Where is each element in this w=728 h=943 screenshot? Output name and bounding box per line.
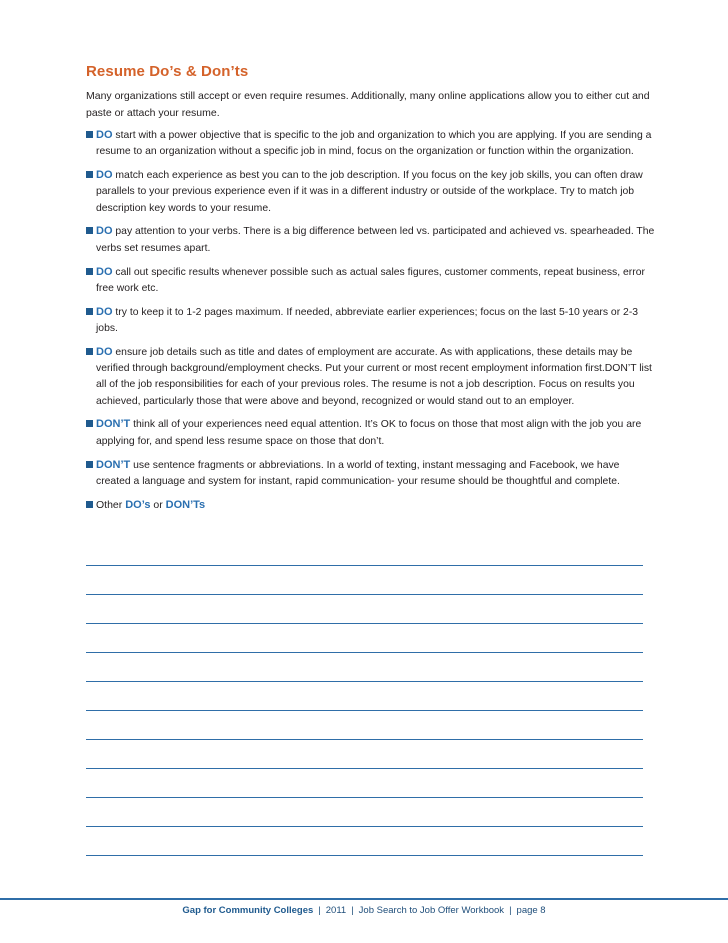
writing-line [86,681,643,710]
item-text: ensure job details such as title and dates of employment are accurate. As with applications, these details may be verified through background/employment checks. Put your current or most recent employment information first.DON’T list all of the job responsibilities for each of your previous roles. The resume is not a job description. Focus on results you achieved, particularly those that were above and beyond, recognized or would stand out to an employer. [96,346,652,407]
dos-donts-list [86,127,656,519]
writing-line [86,594,643,623]
square-bullet-icon [86,308,93,315]
square-bullet-icon [86,171,93,178]
writing-line [86,710,643,739]
keyword-dos: DO’s [125,498,151,511]
item-text: pay attention to your verbs. There is a big difference between led vs. participated and achieved vs. spearheaded. The verbs set resumes apart. [96,226,655,254]
item-text: start with a power objective that is specific to the job and organization to which you are applying. If you are sending a resume to an organization without a specific job in mind, focus on the organization or function within the organization. [96,130,652,158]
list-item [86,167,656,217]
writing-line [86,623,643,652]
keyword-dont: DON’T [96,418,131,431]
square-bullet-icon [86,461,93,468]
item-text: use sentence fragments or abbreviations. In a world of texting, instant messaging and Facebook, we have created a language and system for instant, rapid communication- your resume should be thoughtful and complete. [96,459,620,487]
writing-line [86,565,643,594]
list-item [86,344,656,410]
writing-line [86,739,643,768]
keyword-do: DO [96,129,113,141]
keyword-donts: DON’Ts [165,498,206,511]
square-bullet-icon [86,348,93,355]
keyword-dont: DON’T [96,458,131,471]
page-footer [0,905,728,916]
writing-line [86,855,643,884]
square-bullet-icon [86,227,93,234]
keyword-do: DO [96,169,113,182]
footer-org: Gap for Community Colleges [182,905,314,916]
list-item [86,264,656,298]
list-item [86,127,656,161]
writing-line [86,826,643,855]
list-item [86,416,656,450]
footer-workbook: Job Search to Job Offer Workbook [358,905,505,916]
list-item-other [86,497,656,513]
item-text: call out specific results whenever possible such as actual sales figures, customer comments, repeat business, error free work etc. [96,266,645,294]
other-prefix: Other [96,498,126,511]
keyword-do: DO [96,305,113,318]
footer-separator: | [509,905,512,916]
list-item [86,304,656,338]
writing-line [86,797,643,826]
footer-page-number: page 8 [516,905,546,916]
writing-line [86,768,643,797]
footer-separator: | [318,905,321,916]
item-text: think all of your experiences need equal attention. It’s OK to focus on those that most align with the job you are applying for, and spend less resume space on those that don’t. [96,419,642,447]
item-text: try to keep it to 1-2 pages maximum. If needed, abbreviate earlier experiences; focus on the last 5-10 years or 2-3 jobs. [96,306,639,334]
other-mid: or [150,498,166,511]
page-title: Resume Do’s & Don’ts [86,63,249,80]
list-item [86,223,656,257]
keyword-do: DO [96,225,113,238]
list-item [86,457,656,491]
square-bullet-icon [86,420,93,427]
footer-separator: | [351,905,354,916]
square-bullet-icon [86,501,93,508]
writing-line [86,652,643,681]
footer-year: 2011 [325,905,347,916]
footer-divider [0,898,728,900]
keyword-do: DO [96,265,113,278]
item-text: match each experience as best you can to the job description. If you focus on the key job skills, you can often draw parallels to your previous experience even if it was in a different industry or outside of the workplace. Try to match job description key words to your resume. [96,170,643,214]
writing-lines [86,565,643,884]
square-bullet-icon [86,268,93,275]
keyword-do: DO [96,345,113,358]
intro-paragraph: Many organizations still accept or even require resumes. Additionally, many online applications allow you to either cut and paste or attach your resume. [86,90,650,119]
square-bullet-icon [86,131,93,138]
